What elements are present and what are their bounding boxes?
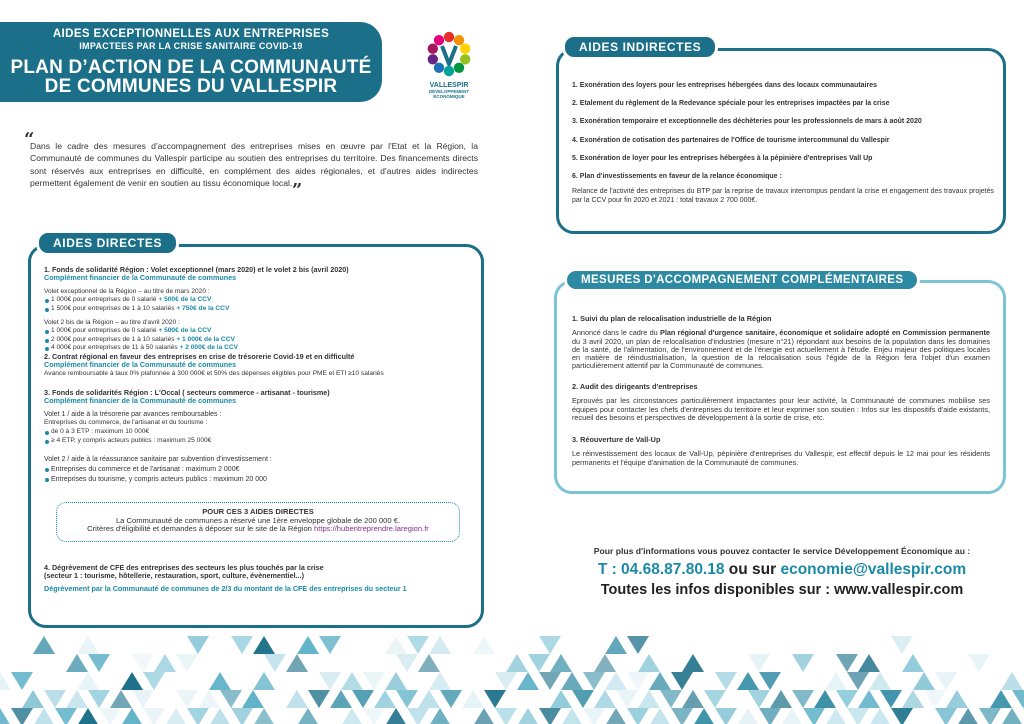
s3-v2-list bbox=[44, 465, 464, 485]
directes-section-4 bbox=[44, 564, 464, 593]
logo-petal bbox=[428, 54, 438, 64]
m1-text: Annoncé dans le cadre du Plan régional d'urgence sanitaire, économique et solidaire adopté en Commission permanente du 3 avril 2020, un plan de relocalisation d'industries (mesure n°21) répondant aux besoins de la population dans les domaines de la santé, de l'alimentation, de l'environnement et de l'énergie est actuellement à l'étude. Enjeu majeur des politiques locales en matière de réindustrialisation, la question de la relocalisation sous l'égide de la Région fera l'objet d'un examen particulièrement attentif par la Communauté de communes. bbox=[572, 328, 990, 371]
decorative-triangle bbox=[341, 708, 363, 724]
decorative-triangle bbox=[682, 654, 704, 672]
list-item: 1 500€ pour entreprises de 1 à 10 salariés + 750€ de la CCV bbox=[44, 305, 464, 314]
s3-v1-list bbox=[44, 428, 464, 445]
decorative-triangle bbox=[649, 672, 671, 690]
list-item: ≥ 4 ETP, y compris acteurs publics : maximum 25 000€ bbox=[44, 437, 464, 446]
m3-text: Le réinvestissement des locaux de Vall-Up, pépinière d'entreprises du Vallespir, est effectif depuis le 12 mai pour les résidents permanents et l'équipe d'animation de la Communauté de communes. bbox=[572, 449, 990, 467]
decorative-triangle bbox=[638, 690, 660, 708]
decorative-triangle bbox=[220, 690, 242, 708]
decorative-triangle bbox=[297, 636, 319, 654]
s1-v2-list bbox=[44, 327, 464, 353]
decorative-triangle bbox=[110, 690, 132, 708]
decorative-triangle bbox=[759, 708, 781, 724]
intro-paragraph bbox=[24, 129, 478, 192]
decorative-triangle bbox=[869, 708, 891, 724]
decorative-triangle bbox=[209, 672, 231, 690]
decorative-triangle bbox=[638, 654, 660, 672]
header-line2: IMPACTEES PAR LA CRISE SANITAIRE COVID-19 bbox=[79, 41, 303, 51]
decorative-triangle bbox=[803, 708, 825, 724]
decorative-triangle bbox=[77, 636, 99, 654]
decorative-triangle bbox=[429, 708, 451, 724]
decorative-triangle bbox=[143, 708, 165, 724]
s1-v1-list bbox=[44, 296, 464, 313]
decorative-triangle bbox=[0, 708, 11, 724]
decorative-triangle bbox=[594, 690, 616, 708]
decorative-triangle bbox=[935, 708, 957, 724]
decorative-triangle bbox=[913, 672, 935, 690]
decorative-triangle bbox=[539, 636, 561, 654]
decorative-triangle bbox=[418, 654, 440, 672]
list-item: Entreprises du tourisme, y compris acteurs publics : maximum 20 000 bbox=[44, 475, 464, 485]
decorative-triangle bbox=[682, 690, 704, 708]
decorative-triangle bbox=[22, 690, 44, 708]
decorative-triangle bbox=[539, 708, 561, 724]
decorative-triangle bbox=[319, 636, 341, 654]
mesures-title: MESURES D'ACCOMPAGNEMENT COMPLÉMENTAIRES bbox=[564, 268, 920, 292]
header-banner bbox=[0, 22, 382, 102]
s1-title: 1. Fonds de solidarité Région : Volet exceptionnel (mars 2020) et le volet 2 bis (avril 2020) bbox=[44, 265, 349, 274]
decorative-triangle bbox=[1001, 672, 1023, 690]
s4-title2: (secteur 1 : tourisme, hôtellerie, restauration, sport, culture, évènementiel...) bbox=[44, 571, 305, 581]
list-item: 2 000€ pour entreprises de 1 à 10 salariés + 1 000€ de la CCV bbox=[44, 336, 464, 345]
decorative-triangle bbox=[330, 690, 352, 708]
s2-text: Avance remboursable à taux 0% plafonnée à 300 000€ et 50% des dépenses éligibles pour PME et ETI ≥10 salariés bbox=[44, 369, 384, 377]
page-title-line1: PLAN D’ACTION DE LA COMMUNAUTÉ bbox=[10, 57, 372, 78]
decorative-triangle bbox=[605, 672, 627, 690]
note-title: POUR CES 3 AIDES DIRECTES bbox=[202, 507, 314, 516]
decorative-triangle bbox=[484, 690, 506, 708]
quote-close-icon: „ bbox=[292, 170, 303, 192]
aides-directes-note bbox=[56, 502, 460, 542]
decorative-triangle bbox=[550, 690, 572, 708]
decorative-triangle bbox=[198, 690, 220, 708]
decorative-triangle bbox=[836, 690, 858, 708]
aides-directes-title: AIDES DIRECTES bbox=[36, 230, 179, 256]
logo-tag1: DÉVELOPPEMENT bbox=[428, 89, 470, 94]
decorative-triangle bbox=[737, 672, 759, 690]
decorative-triangle bbox=[495, 708, 517, 724]
logo-petal bbox=[444, 66, 454, 76]
decorative-triangle bbox=[396, 654, 418, 672]
decorative-triangle bbox=[902, 654, 924, 672]
decorative-triangle bbox=[561, 672, 583, 690]
decorative-triangle bbox=[770, 690, 792, 708]
indirect-item-4: 4. Exonération de cotisation des partenaires de l'Office de tourisme intercommunal du Vallespir bbox=[572, 137, 890, 144]
indirect-item-1: 1. Exonération des loyers pour les entreprises hébergées dans des locaux communautaires bbox=[572, 82, 878, 89]
quote-open-icon: “ bbox=[24, 129, 35, 150]
decorative-triangle bbox=[561, 708, 583, 724]
decorative-triangle bbox=[792, 690, 814, 708]
decorative-triangle bbox=[0, 672, 11, 690]
decorative-triangle bbox=[132, 690, 154, 708]
decorative-triangle bbox=[902, 690, 924, 708]
decorative-triangle bbox=[473, 636, 495, 654]
s3-v1-title: Volet 1 / aide à la trésorerie par avances remboursables : bbox=[44, 410, 222, 418]
decorative-triangle bbox=[407, 636, 429, 654]
mesure-2 bbox=[572, 383, 990, 422]
decorative-triangle bbox=[77, 672, 99, 690]
logo-petal bbox=[460, 54, 470, 64]
list-item: Entreprises du commerce et de l'artisanat : maximum 2 000€ bbox=[44, 465, 464, 475]
decorative-triangle bbox=[671, 708, 693, 724]
m2-text: Eprouvés par les circonstances particulièrement impactantes pour leur activité, la Communauté de communes mobilise ses équipes pour contacter les chefs d'entreprises du territoire et leur exprimer son soutien : Infos sur les dispositifs d'aide existants, recueil des besoins et perspectives de développement à la sortie de crise, etc. bbox=[572, 396, 990, 422]
decorative-triangle bbox=[748, 654, 770, 672]
list-item: 1 000€ pour entreprises de 0 salarié + 500€ de la CCV bbox=[44, 327, 464, 336]
indirect-relance-text: Relance de l'activité des entreprises du BTP par la reprise de travaux interrompus pendant la crise et engagement des travaux projetés par la CCV pour fin 2020 et 2021 : total travaux 2 700 000€. bbox=[572, 188, 994, 204]
vallespir-logo bbox=[420, 30, 478, 110]
decorative-triangle bbox=[847, 708, 869, 724]
decorative-triangle bbox=[286, 690, 308, 708]
decorative-triangle-band bbox=[0, 636, 1024, 724]
decorative-triangle bbox=[715, 672, 737, 690]
decorative-triangle bbox=[121, 708, 143, 724]
decorative-triangle bbox=[352, 690, 374, 708]
logo-petal bbox=[434, 63, 444, 73]
indirect-item-6: 6. Plan d'investissements en faveur de la relance économique : bbox=[572, 173, 782, 180]
decorative-triangle bbox=[11, 708, 33, 724]
decorative-triangle bbox=[704, 690, 726, 708]
list-item: de 0 à 3 ETP : maximum 10 000€ bbox=[44, 428, 464, 437]
logo-petal bbox=[454, 35, 464, 45]
decorative-triangle bbox=[231, 708, 253, 724]
decorative-triangle bbox=[572, 690, 594, 708]
decorative-triangle bbox=[627, 708, 649, 724]
decorative-triangle bbox=[66, 690, 88, 708]
decorative-triangle bbox=[979, 708, 1001, 724]
decorative-triangle bbox=[671, 672, 693, 690]
decorative-triangle bbox=[1001, 708, 1023, 724]
decorative-triangle bbox=[583, 672, 605, 690]
decorative-triangle bbox=[781, 708, 803, 724]
decorative-triangle bbox=[66, 654, 88, 672]
indirect-item-3: 3. Exonération temporaire et exceptionnelle des déchèteries pour les professionnels de mars à août 2020 bbox=[572, 118, 922, 125]
decorative-triangle bbox=[748, 690, 770, 708]
contact-or: ou sur bbox=[724, 561, 781, 578]
decorative-triangle bbox=[143, 672, 165, 690]
m2-title: 2. Audit des dirigeants d'entreprises bbox=[572, 382, 698, 391]
decorative-triangle bbox=[341, 672, 363, 690]
decorative-triangle bbox=[264, 654, 286, 672]
mesure-3 bbox=[572, 436, 990, 467]
s1-subtitle: Complément financier de la Communauté de communes bbox=[44, 273, 237, 283]
decorative-triangle bbox=[990, 690, 1012, 708]
decorative-triangle bbox=[660, 690, 682, 708]
m1-title: 1. Suivi du plan de relocalisation industrielle de la Région bbox=[572, 314, 772, 323]
intro-text: Dans le cadre des mesures d'accompagnement des entreprises mises en œuvre par l'Etat et la Région, la Communauté de communes du Vallespir participe au soutien des entreprises du territoire. Des financements directs sont réservés aux entreprises en difficulté, en complément des aides régionales, et d'autres aides indirectes permettent également de venir en soutien au tissu économique local. bbox=[30, 141, 478, 189]
decorative-triangle bbox=[429, 636, 451, 654]
decorative-triangle bbox=[814, 690, 836, 708]
directes-section-2 bbox=[44, 353, 464, 378]
decorative-triangle bbox=[847, 672, 869, 690]
decorative-triangle bbox=[44, 690, 66, 708]
m3-title: 3. Réouverture de Vall-Up bbox=[572, 435, 661, 444]
s4-subtitle: Dégrèvement par la Communauté de communes de 2/3 du montant de la CFE des entreprises du secteur 1 bbox=[44, 583, 407, 593]
s3-title: 3. Fonds de solidarités Région : L'Occal ( secteurs commerce - artisanat - tourisme) bbox=[44, 388, 330, 397]
indirect-item-5: 5. Exonération de loyer pour les entreprises hébergées à la pépinière d'entreprises Vall Up bbox=[572, 155, 873, 162]
decorative-triangle bbox=[385, 672, 407, 690]
s3-v2-title: Volet 2 / aide à la réassurance sanitaire par subvention d'investissement : bbox=[44, 456, 272, 464]
logo-wheel-icon bbox=[420, 30, 478, 82]
decorative-triangle bbox=[187, 636, 209, 654]
decorative-triangle bbox=[528, 654, 550, 672]
decorative-triangle bbox=[363, 672, 385, 690]
decorative-triangle bbox=[825, 708, 847, 724]
decorative-triangle bbox=[396, 690, 418, 708]
decorative-triangle bbox=[858, 690, 880, 708]
phone-number[interactable]: T : 04.68.87.80.18 bbox=[597, 561, 725, 578]
decorative-triangle bbox=[616, 690, 638, 708]
contact-block bbox=[540, 546, 1024, 598]
decorative-triangle bbox=[715, 708, 737, 724]
indirect-item-2: 2. Etalement du règlement de la Redevance spéciale pour les entreprises impactées par la crise bbox=[572, 100, 890, 107]
decorative-triangle bbox=[605, 636, 627, 654]
decorative-triangle bbox=[792, 654, 814, 672]
decorative-triangle bbox=[77, 708, 99, 724]
decorative-triangle bbox=[231, 636, 253, 654]
decorative-triangle bbox=[165, 708, 187, 724]
decorative-triangle bbox=[209, 708, 231, 724]
decorative-triangle bbox=[957, 708, 979, 724]
page-title-line2: DE COMMUNES DU VALLESPIR bbox=[44, 76, 338, 97]
header-line1: AIDES EXCEPTIONNELLES AUX ENTREPRISES bbox=[52, 28, 330, 40]
decorative-triangle bbox=[407, 708, 429, 724]
decorative-triangle bbox=[11, 672, 33, 690]
aides-indirectes-title: AIDES INDIRECTES bbox=[562, 34, 718, 60]
decorative-triangle bbox=[539, 672, 561, 690]
list-item: 1 000€ pour entreprises de 0 salarié + 500€ de la CCV bbox=[44, 296, 464, 305]
decorative-triangle bbox=[99, 708, 121, 724]
s4-title1: 4. Dégrèvement de CFE des entreprises des secteurs les plus touchés par la crise bbox=[44, 563, 324, 572]
directes-section-1 bbox=[44, 266, 464, 353]
decorative-triangle bbox=[550, 654, 572, 672]
email-link[interactable]: economie@vallespir.com bbox=[780, 561, 967, 578]
decorative-triangle bbox=[121, 672, 143, 690]
decorative-triangle bbox=[253, 708, 275, 724]
decorative-triangle bbox=[176, 690, 198, 708]
decorative-triangle bbox=[858, 654, 880, 672]
region-link[interactable]: https://hubentreprendre.laregion.fr bbox=[314, 524, 429, 534]
decorative-triangle bbox=[924, 690, 946, 708]
decorative-triangle bbox=[429, 672, 451, 690]
decorative-triangle bbox=[891, 708, 913, 724]
decorative-triangle bbox=[737, 708, 759, 724]
logo-tag2: ÉCONOMIQUE bbox=[433, 94, 465, 99]
decorative-triangle bbox=[495, 672, 517, 690]
note-line2: Critères d'éligibilité et demandes à déposer sur le site de la Région bbox=[87, 524, 315, 534]
logo-petal bbox=[454, 63, 464, 73]
decorative-triangle bbox=[440, 690, 462, 708]
decorative-triangle bbox=[253, 636, 275, 654]
note-line1: La Communauté de communes a réservé une 1ère enveloppe globale de 200 000 €. bbox=[115, 515, 401, 525]
decorative-triangle bbox=[88, 690, 110, 708]
decorative-triangle bbox=[286, 654, 308, 672]
s3-subtitle: Complément financier de la Communauté de communes bbox=[44, 396, 237, 406]
decorative-triangle bbox=[649, 708, 671, 724]
decorative-triangle bbox=[308, 690, 330, 708]
decorative-triangle bbox=[605, 708, 627, 724]
decorative-triangle bbox=[759, 672, 781, 690]
decorative-triangle bbox=[1012, 690, 1024, 708]
logo-petal bbox=[444, 32, 454, 42]
directes-section-3 bbox=[44, 389, 464, 485]
decorative-triangle bbox=[825, 672, 847, 690]
decorative-triangle bbox=[880, 690, 902, 708]
decorative-triangle bbox=[253, 672, 275, 690]
decorative-triangle bbox=[88, 654, 110, 672]
decorative-triangle bbox=[132, 654, 154, 672]
decorative-triangle bbox=[297, 708, 319, 724]
decorative-triangle bbox=[517, 672, 539, 690]
decorative-triangle bbox=[968, 654, 990, 672]
decorative-triangle bbox=[33, 636, 55, 654]
decorative-triangle bbox=[176, 654, 198, 672]
decorative-triangle bbox=[627, 636, 649, 654]
decorative-triangle bbox=[319, 672, 341, 690]
decorative-triangle bbox=[242, 690, 264, 708]
s1-v1-title: Volet exceptionnel de la Région – au titre de mars 2020 : bbox=[44, 287, 210, 295]
decorative-triangle bbox=[385, 708, 407, 724]
decorative-triangle bbox=[55, 708, 77, 724]
decorative-triangle bbox=[583, 708, 605, 724]
decorative-triangle bbox=[627, 672, 649, 690]
s2-subtitle: Complément financier de la Communauté de communes bbox=[44, 360, 237, 370]
logo-petal bbox=[428, 44, 438, 54]
decorative-triangle bbox=[33, 708, 55, 724]
logo-petal bbox=[460, 44, 470, 54]
decorative-triangle bbox=[506, 654, 528, 672]
decorative-triangle bbox=[363, 708, 385, 724]
decorative-triangle bbox=[462, 690, 484, 708]
decorative-triangle bbox=[693, 708, 715, 724]
decorative-triangle bbox=[374, 690, 396, 708]
decorative-triangle bbox=[946, 690, 968, 708]
s3-v1-text: Entreprises du commerce, de l'artisanat et du tourisme : bbox=[44, 419, 208, 427]
logo-petal bbox=[434, 35, 444, 45]
website-line: Toutes les infos disponibles sur : www.vallespir.com bbox=[600, 582, 964, 598]
s1-v2-title: Volet 2 bis de la Région – au titre d'avril 2020 : bbox=[44, 318, 180, 326]
decorative-triangle bbox=[154, 654, 176, 672]
decorative-triangle bbox=[187, 708, 209, 724]
mesure-1 bbox=[572, 315, 990, 371]
list-item: 4 000€ pour entreprises de 11 à 50 salariés + 2 000€ de la CCV bbox=[44, 344, 464, 353]
logo-name: VALLESPIR bbox=[429, 82, 469, 89]
s2-title: 2. Contrat régional en faveur des entreprises en crise de trésorerie Covid-19 et en difficulté bbox=[44, 352, 355, 361]
decorative-triangle bbox=[891, 636, 913, 654]
decorative-triangle bbox=[836, 654, 858, 672]
decorative-triangle bbox=[935, 672, 957, 690]
decorative-triangle bbox=[869, 672, 891, 690]
decorative-triangle bbox=[418, 690, 440, 708]
decorative-triangle bbox=[594, 654, 616, 672]
decorative-triangle bbox=[473, 708, 495, 724]
decorative-triangle bbox=[385, 636, 407, 654]
contact-intro: Pour plus d'informations vous pouvez contacter le service Développement Économique au : bbox=[593, 546, 971, 556]
decorative-triangle bbox=[517, 708, 539, 724]
